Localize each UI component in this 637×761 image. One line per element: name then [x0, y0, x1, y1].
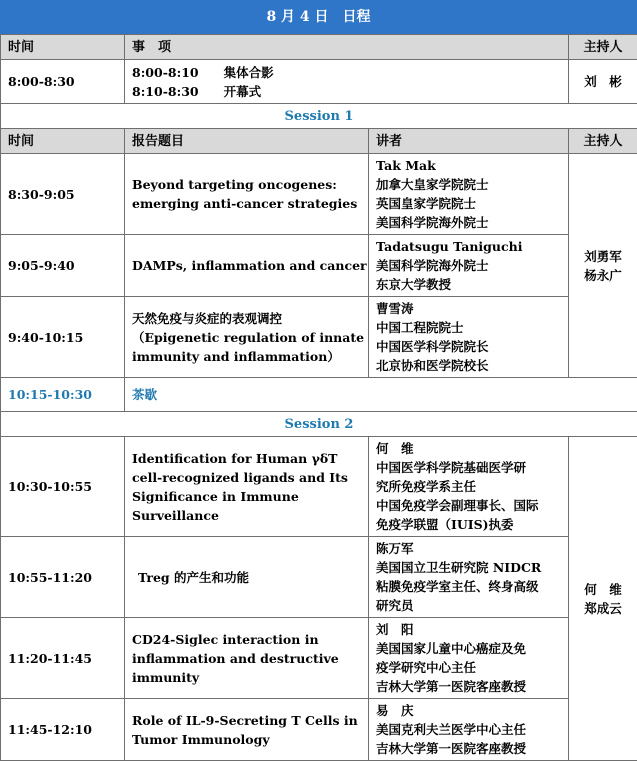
topic-line: emerging anti-cancer strategies	[132, 194, 361, 213]
speaker-title: 吉林大学第一医院客座教授	[376, 677, 561, 696]
speaker-title: 中国工程院院士	[376, 318, 561, 337]
topic-line: immunity	[132, 668, 361, 687]
talk-topic	[125, 699, 369, 761]
speaker-title: 疫学研究中心主任	[376, 658, 561, 677]
talk-speaker	[369, 699, 569, 761]
session-header-row	[1, 129, 637, 154]
speaker-title: 吉林大学第一医院客座教授	[376, 739, 561, 758]
break-time: 10:15-10:30	[1, 378, 125, 412]
talk-topic	[125, 537, 369, 618]
topic-line: Beyond targeting oncogenes:	[132, 175, 361, 194]
speaker-title: 美国科学院海外院士	[376, 213, 561, 232]
talk-row	[1, 297, 637, 378]
schedule-table	[0, 34, 637, 761]
topic-line: （Epigenetic regulation of innate	[132, 328, 361, 347]
speaker-name: 曹雪涛	[376, 299, 561, 318]
topic-line: cell-recognized ligands and Its	[132, 468, 361, 487]
talk-row	[1, 537, 637, 618]
intro-item: 8:00-8:10 集体合影	[132, 63, 561, 82]
speaker-name: 何 维	[376, 439, 561, 458]
intro-header-row	[1, 35, 637, 60]
session-2-row	[1, 412, 637, 437]
talk-speaker	[369, 437, 569, 537]
speaker-title: 免疫学联盟（IUIS)执委	[376, 515, 561, 534]
talk-time: 10:55-11:20	[1, 537, 125, 618]
speaker-name: 陈万军	[376, 539, 561, 558]
speaker-title: 中国医学科学院院长	[376, 337, 561, 356]
talk-time: 11:45-12:10	[1, 699, 125, 761]
talk-time: 9:05-9:40	[1, 235, 125, 297]
topic-line: CD24-Siglec interaction in	[132, 630, 361, 649]
col-time-header: 时间	[1, 129, 125, 154]
speaker-title: 中国免疫学会副理事长、国际	[376, 496, 561, 515]
col-host-header: 主持人	[569, 129, 637, 154]
talk-row	[1, 699, 637, 761]
talk-row	[1, 437, 637, 537]
host-name: 郑成云	[576, 599, 630, 618]
speaker-name: 刘 阳	[376, 620, 561, 639]
topic-line: Significance in Immune	[132, 487, 361, 506]
session-1-row	[1, 104, 637, 129]
speaker-title: 究所免疫学系主任	[376, 477, 561, 496]
topic-line: Role of IL-9-Secreting T Cells in	[132, 711, 361, 730]
talk-row	[1, 154, 637, 235]
schedule-title: 8 月 4 日 日程	[0, 0, 637, 34]
break-label: 茶歇	[125, 378, 637, 412]
talk-topic	[125, 235, 369, 297]
intro-row	[1, 60, 637, 104]
speaker-title: 英国皇家学院院士	[376, 194, 561, 213]
talk-time: 10:30-10:55	[1, 437, 125, 537]
speaker-title: 北京协和医学院校长	[376, 356, 561, 375]
topic-line: Tumor Immunology	[132, 730, 361, 749]
speaker-title: 研究员	[376, 596, 561, 615]
col-speaker-header: 讲者	[369, 129, 569, 154]
speaker-title: 美国国家儿童中心癌症及免	[376, 639, 561, 658]
col-time-header: 时间	[1, 35, 125, 60]
talk-speaker	[369, 297, 569, 378]
speaker-title: 美国科学院海外院士	[376, 256, 561, 275]
session-1-hosts	[569, 154, 637, 378]
speaker-name: Tadatsugu Taniguchi	[376, 237, 561, 256]
break-row	[1, 378, 637, 412]
talk-speaker	[369, 537, 569, 618]
host-name: 杨永广	[576, 266, 630, 285]
host-name: 刘勇军	[576, 247, 630, 266]
topic-line: 天然免疫与炎症的表观调控	[132, 309, 361, 328]
topic-line: immunity and inflammation）	[132, 347, 361, 366]
talk-speaker	[369, 154, 569, 235]
talk-speaker	[369, 618, 569, 699]
topic-line: Identification for Human γδT	[132, 449, 361, 468]
talk-time: 9:40-10:15	[1, 297, 125, 378]
col-host-header: 主持人	[569, 35, 637, 60]
speaker-title: 美国国立卫生研究院 NIDCR	[376, 558, 561, 577]
session-1-title: Session 1	[1, 104, 637, 129]
intro-time: 8:00-8:30	[1, 60, 125, 104]
col-item-header: 事 项	[125, 35, 569, 60]
speaker-title: 美国克利夫兰医学中心主任	[376, 720, 561, 739]
topic-line: DAMPs, inflammation and cancer	[132, 256, 361, 275]
session-2-title: Session 2	[1, 412, 637, 437]
talk-topic	[125, 437, 369, 537]
talk-topic	[125, 297, 369, 378]
intro-item: 8:10-8:30 开幕式	[132, 82, 561, 101]
talk-topic	[125, 618, 369, 699]
speaker-title: 中国医学科学院基础医学研	[376, 458, 561, 477]
speaker-title: 粘膜免疫学室主任、终身高级	[376, 577, 561, 596]
talk-row	[1, 618, 637, 699]
intro-items	[125, 60, 569, 104]
topic-line: inflammation and destructive	[132, 649, 361, 668]
host-name: 何 维	[576, 580, 630, 599]
session-2-hosts	[569, 437, 637, 761]
col-topic-header: 报告题目	[125, 129, 369, 154]
talk-time: 8:30-9:05	[1, 154, 125, 235]
talk-speaker	[369, 235, 569, 297]
speaker-title: 加拿大皇家学院院士	[376, 175, 561, 194]
speaker-name: Tak Mak	[376, 156, 561, 175]
topic-line: Surveillance	[132, 506, 361, 525]
speaker-name: 易 庆	[376, 701, 561, 720]
topic-line: Treg 的产生和功能	[132, 568, 361, 587]
speaker-title: 东京大学教授	[376, 275, 561, 294]
talk-topic	[125, 154, 369, 235]
intro-host: 刘 彬	[569, 60, 637, 104]
talk-row	[1, 235, 637, 297]
talk-time: 11:20-11:45	[1, 618, 125, 699]
